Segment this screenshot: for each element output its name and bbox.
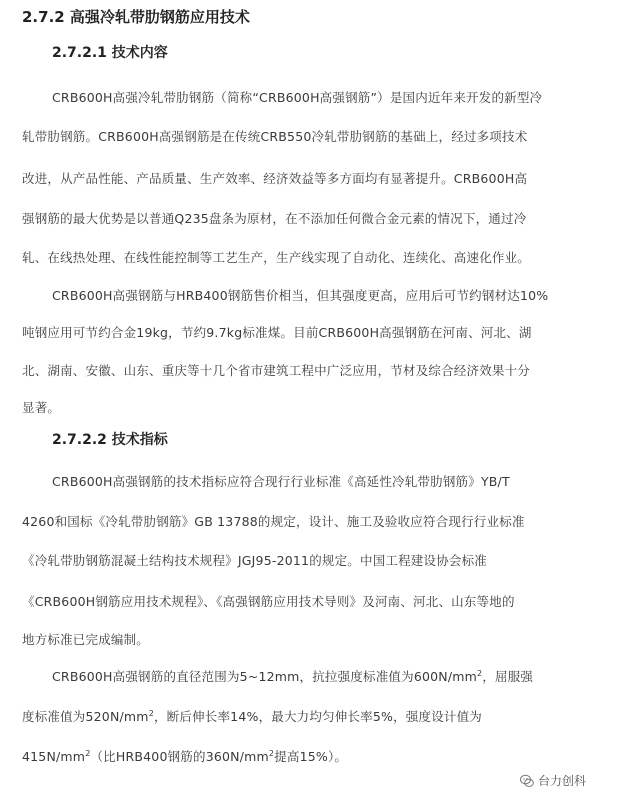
spec-text: CRB600H高强钢筋的直径范围为5~12mm，抗拉强度标准值为600N/mm xyxy=(52,669,478,684)
spec-text: 度标准值为520N/mm xyxy=(22,709,149,724)
spec-line xyxy=(52,667,621,685)
subsection-heading-content: 2.7.2.1 技术内容 xyxy=(52,45,168,61)
watermark-label: 台力创科 xyxy=(538,774,587,788)
spec-text: （比HRB400钢筋的360N/mm xyxy=(90,749,269,764)
paragraph-line: 轧带肋钢筋。CRB600H高强钢筋是在传统CRB550冷轧带肋钢筋的基础上，经过多项技术 xyxy=(22,129,528,144)
superscript: 2 xyxy=(477,668,483,678)
paragraph-line: 吨钢应用可节约合金19kg，节约9.7kg标准煤。目前CRB600H高强钢筋在河南、河北、湖 xyxy=(22,325,532,340)
paragraph-line: 显著。 xyxy=(22,400,61,415)
paragraph-line: 地方标准已完成编制。 xyxy=(22,632,150,647)
section-heading: 2.7.2 高强冷轧带肋钢筋应用技术 xyxy=(22,8,250,26)
superscript: 2 xyxy=(268,748,275,758)
paragraph-line: 4260和国标《冷轧带肋钢筋》GB 13788的规定，设计、施工及验收应符合现行行业标准 xyxy=(22,514,525,529)
paragraph-line: CRB600H高强钢筋的技术指标应符合现行行业标准《高延性冷轧带肋钢筋》YB/T xyxy=(52,474,510,489)
paragraph-line: 强钢筋的最大优势是以普通Q235盘条为原材，在不添加任何微合金元素的情况下，通过冷 xyxy=(22,211,527,226)
paragraph-line: 北、湖南、安徽、山东、重庆等十几个省市建筑工程中广泛应用，节材及综合经济效果十分 xyxy=(22,363,531,378)
paragraph-line: 改进，从产品性能、产品质量、生产效率、经济效益等多方面均有显著提升。CRB600H高 xyxy=(22,171,528,186)
paragraph-line: CRB600H高强冷轧带肋钢筋（简称“CRB600H高强钢筋”）是国内近年来开发的新型冷 xyxy=(52,90,543,105)
spec-line xyxy=(22,747,602,765)
spec-text: 提高15%）。 xyxy=(274,749,348,764)
wechat-icon xyxy=(520,774,534,788)
spec-text: 415N/mm xyxy=(22,749,86,764)
paragraph-line: CRB600H高强钢筋与HRB400钢筋售价相当，但其强度更高，应用后可节约钢材达10% xyxy=(52,288,549,303)
paragraph-line: 轧、在线热处理、在线性能控制等工艺生产，生产线实现了自动化、连续化、高速化作业。 xyxy=(22,250,531,265)
subsection-heading-index: 2.7.2.2 技术指标 xyxy=(52,432,168,448)
spec-line xyxy=(22,707,602,725)
paragraph-line: 《CRB600H钢筋应用技术规程》、《高强钢筋应用技术导则》及河南、河北、山东等地的 xyxy=(22,594,515,609)
watermark xyxy=(520,772,586,789)
superscript: 2 xyxy=(148,708,154,718)
spec-text: ，屈服强 xyxy=(482,669,534,684)
spec-text: ，断后伸长率14%，最大力均匀伸长率5%，强度设计值为 xyxy=(153,709,482,724)
superscript: 2 xyxy=(85,748,91,758)
paragraph-line: 《冷轧带肋钢筋混凝土结构技术规程》JGJ95-2011的规定。中国工程建设协会标准 xyxy=(22,553,487,568)
